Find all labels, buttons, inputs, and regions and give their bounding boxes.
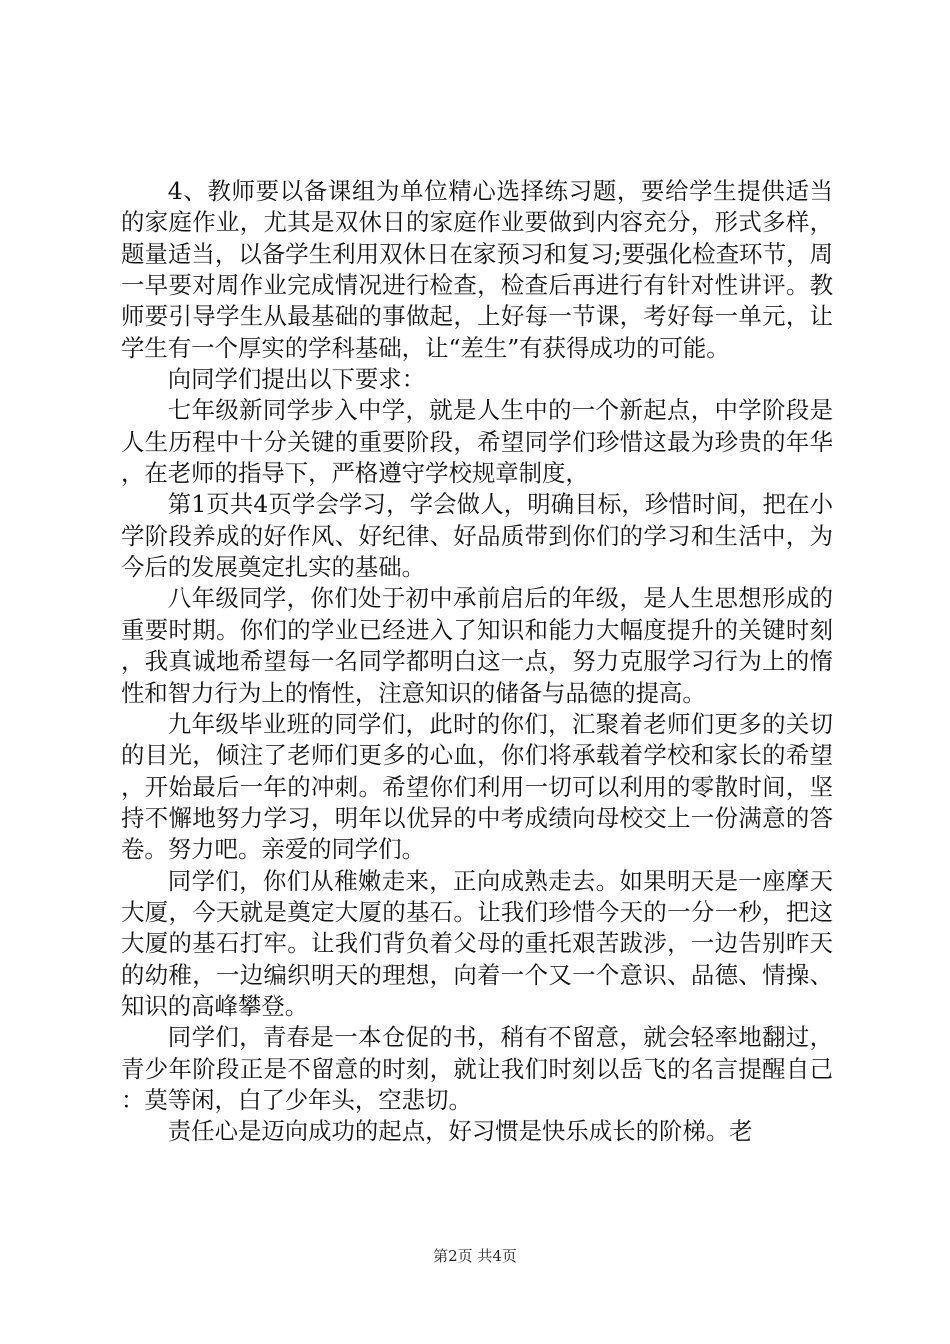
paragraph-grade-nine: 九年级毕业班的同学们，此时的你们，汇聚着老师们更多的关切的目光，倾注了老师们更多的心血，你们将承载着学校和家长的希望，开始最后一年的冲刺。希望你们利用一切可以利用的零散时间，坚持不懈地努力学习，明年以优异的中考成绩向母校交上一份满意的答卷。努力吧。亲爱的同学们。 — [121, 709, 833, 864]
paragraph-responsibility: 责任心是迈向成功的起点，好习惯是快乐成长的阶梯。老 — [167, 1117, 753, 1146]
paragraph-youth: 同学们，青春是一本仓促的书，稍有不留意，就会轻率地翻过，青少年阶段正是不留意的时刻，就让我们时刻以岳飞的名言提醒自己：莫等闲，白了少年头，空悲切。 — [121, 1023, 833, 1114]
paragraph-grade-seven: 七年级新同学步入中学，就是人生中的一个新起点，中学阶段是人生历程中十分关键的重要阶段，希望同学们珍惜这最为珍贵的年华，在老师的指导下，严格遵守学校规章制度， — [121, 396, 833, 488]
document-body — [121, 176, 833, 1148]
paragraph-grade-eight: 八年级同学，你们处于初中承前启后的年级，是人生思想形成的重要时期。你们的学业已经进入了知识和能力大幅度提升的关键时刻，我真诚地希望每一名同学都明白这一点，努力克服学习行为上的惰性和智力行为上的惰性，注意知识的储备与品德的提高。 — [121, 584, 833, 707]
paragraph-teacher-homework: 4、教师要以备课组为单位精心选择练习题，要给学生提供适当的家庭作业，尤其是双休日的家庭作业要做到内容充分，形式多样，题量适当，以备学生利用双休日在家预习和复习;要强化检查环节，周一早要对周作业完成情况进行检查，检查后再进行有针对性讲评。教师要引导学生从最基础的事做起，上好每一节课，考好每一单元，让学生有一个厚实的学科基础，让“差生”有获得成功的可能。 — [121, 177, 833, 362]
paragraph-requirements-intro: 向同学们提出以下要求： — [167, 365, 426, 394]
page-number-footer: 第2页 共4页 — [433, 1247, 517, 1265]
paragraph-grade-seven-continued: 第1页共4页学会学习，学会做人，明确目标，珍惜时间，把在小学阶段养成的好作风、好纪律、好品质带到你们的学习和生活中，为今后的发展奠定扎实的基础。 — [121, 490, 833, 582]
paragraph-growing-up: 同学们，你们从稚嫩走来，正向成熟走去。如果明天是一座摩天大厦，今天就是奠定大厦的基石。让我们珍惜今天的一分一秒，把这大厦的基石打牢。让我们背负着父母的重托艰苦跋涉，一边告别昨天的幼稚，一边编织明天的理想，向着一个又一个意识、品德、情操、知识的高峰攀登。 — [121, 866, 833, 1020]
